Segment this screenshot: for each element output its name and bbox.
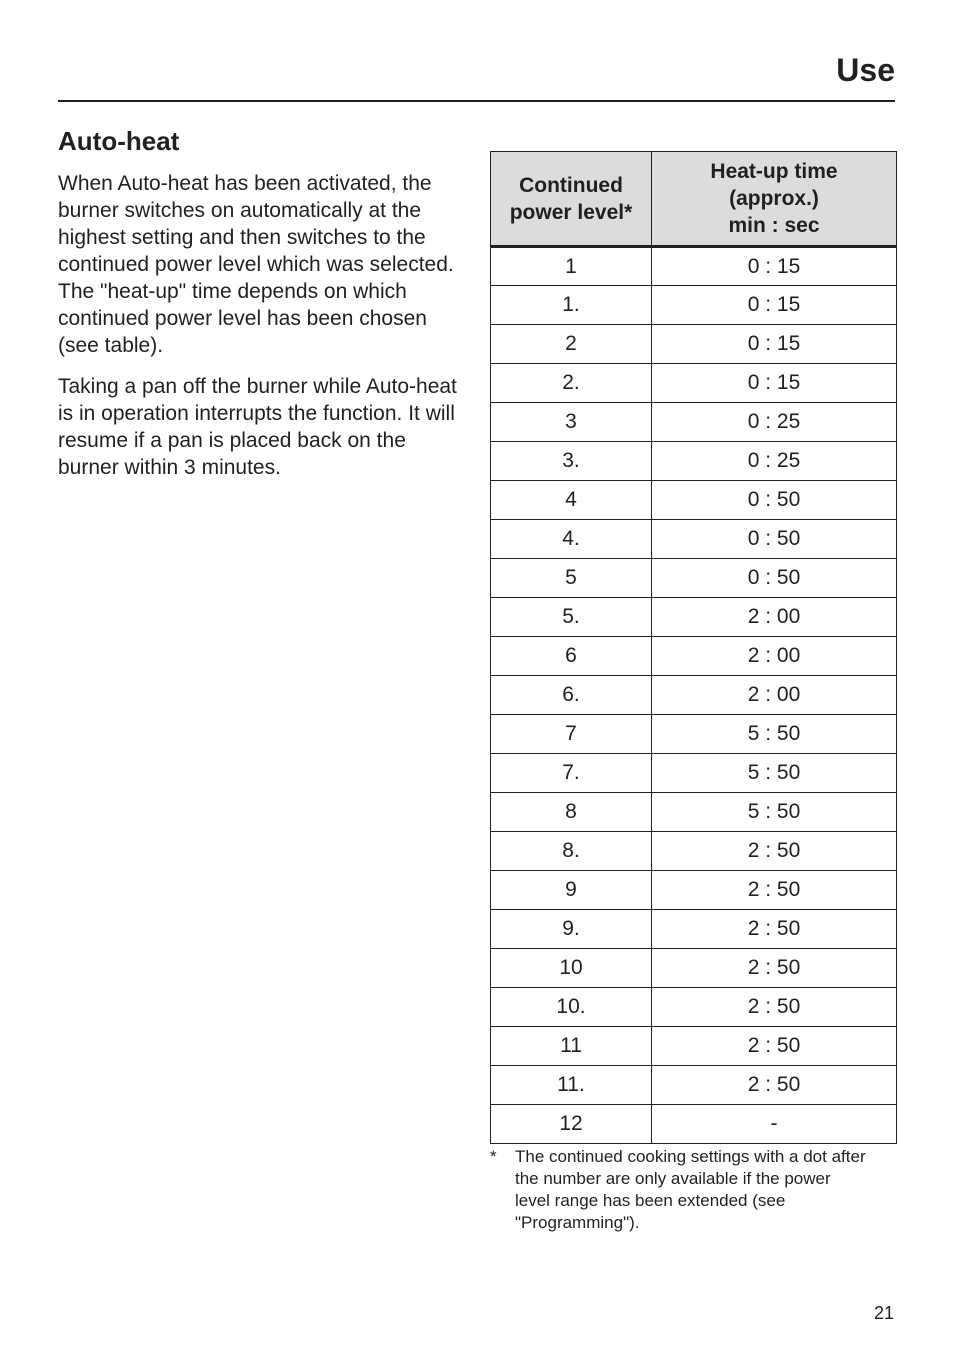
table-row	[491, 637, 897, 676]
power-level-cell: 5	[491, 559, 652, 598]
body-text-column	[58, 170, 468, 495]
power-level-cell: 11.	[491, 1066, 652, 1105]
table-row	[491, 988, 897, 1027]
table-row	[491, 715, 897, 754]
power-level-cell: 4	[491, 481, 652, 520]
column-header-heat-up-time	[652, 152, 897, 247]
column-header-power-level	[491, 152, 652, 247]
heat-up-time-table	[490, 151, 897, 1144]
table-body	[491, 247, 897, 1144]
heat-up-time-cell: 0 : 15	[652, 247, 897, 286]
header-line: Continued	[519, 173, 623, 197]
table-row	[491, 325, 897, 364]
heat-up-time-cell: 2 : 50	[652, 871, 897, 910]
heat-up-time-cell: 0 : 25	[652, 403, 897, 442]
footnote-mark: *	[490, 1147, 497, 1166]
body-paragraph: When Auto-heat has been activated, the burner switches on automatically at the highest setting and then switches to the continued power level which was selected. The "heat-up" time depends on which continued power level has been chosen (see table).	[58, 172, 454, 357]
heat-up-time-cell: 2 : 50	[652, 949, 897, 988]
heat-up-time-cell: 2 : 50	[652, 988, 897, 1027]
power-level-cell: 4.	[491, 520, 652, 559]
table-row	[491, 871, 897, 910]
heat-up-time-cell: 0 : 15	[652, 364, 897, 403]
table-row	[491, 1066, 897, 1105]
heat-up-time-cell: 2 : 00	[652, 637, 897, 676]
heat-up-time-cell: 5 : 50	[652, 715, 897, 754]
power-level-cell: 5.	[491, 598, 652, 637]
table-row	[491, 481, 897, 520]
table-row	[491, 949, 897, 988]
power-level-cell: 12	[491, 1105, 652, 1144]
power-level-cell: 8.	[491, 832, 652, 871]
heat-up-time-cell: 0 : 15	[652, 286, 897, 325]
heat-up-time-cell: 2 : 00	[652, 676, 897, 715]
heat-up-time-cell: 0 : 50	[652, 520, 897, 559]
power-level-cell: 8	[491, 793, 652, 832]
table-row	[491, 559, 897, 598]
table-row	[491, 442, 897, 481]
heat-up-time-cell: 5 : 50	[652, 754, 897, 793]
table-row	[491, 403, 897, 442]
title-divider	[58, 100, 895, 102]
table-row	[491, 1027, 897, 1066]
heat-up-time-cell: 0 : 50	[652, 559, 897, 598]
power-level-cell: 1	[491, 247, 652, 286]
power-level-cell: 6	[491, 637, 652, 676]
body-paragraph: Taking a pan off the burner while Auto-heat is in operation interrupts the function. It will resume if a pan is placed back on the burner within 3 minutes.	[58, 375, 457, 479]
heat-up-time-cell: 2 : 00	[652, 598, 897, 637]
table-row	[491, 520, 897, 559]
footnote-text: The continued cooking settings with a dot after the number are only available if the power level range has been extended (see "Programming").	[515, 1147, 866, 1232]
power-level-cell: 3.	[491, 442, 652, 481]
power-level-cell: 1.	[491, 286, 652, 325]
table-row	[491, 910, 897, 949]
table-row	[491, 793, 897, 832]
table-row	[491, 754, 897, 793]
table-row	[491, 286, 897, 325]
table-row	[491, 247, 897, 286]
power-level-cell: 7.	[491, 754, 652, 793]
heat-up-time-cell: -	[652, 1105, 897, 1144]
power-level-cell: 10.	[491, 988, 652, 1027]
header-line: (approx.)	[729, 187, 819, 210]
power-level-cell: 10	[491, 949, 652, 988]
page-title: Use	[836, 52, 895, 88]
heat-up-time-cell: 0 : 50	[652, 481, 897, 520]
heat-up-time-cell: 2 : 50	[652, 1066, 897, 1105]
heat-up-time-cell: 0 : 15	[652, 325, 897, 364]
header-line: min : sec	[728, 214, 820, 237]
power-level-cell: 2.	[491, 364, 652, 403]
table-footnote	[490, 1146, 870, 1234]
power-level-cell: 3	[491, 403, 652, 442]
header-line: power level*	[509, 200, 633, 224]
power-level-cell: 9	[491, 871, 652, 910]
table-row	[491, 364, 897, 403]
table-row	[491, 676, 897, 715]
power-level-cell: 7	[491, 715, 652, 754]
table-row	[491, 1105, 897, 1144]
heat-up-time-cell: 2 : 50	[652, 832, 897, 871]
heat-up-time-cell: 5 : 50	[652, 793, 897, 832]
table-row	[491, 832, 897, 871]
heat-up-time-cell: 2 : 50	[652, 910, 897, 949]
page-number: 21	[873, 1303, 894, 1323]
heat-up-time-cell: 0 : 25	[652, 442, 897, 481]
power-level-cell: 2	[491, 325, 652, 364]
power-level-cell: 11	[491, 1027, 652, 1066]
table-header-row	[491, 152, 897, 247]
header-line: Heat-up time	[710, 160, 838, 183]
heat-up-time-cell: 2 : 50	[652, 1027, 897, 1066]
power-level-cell: 6.	[491, 676, 652, 715]
section-heading: Auto-heat	[58, 126, 180, 156]
power-level-cell: 9.	[491, 910, 652, 949]
table-row	[491, 598, 897, 637]
